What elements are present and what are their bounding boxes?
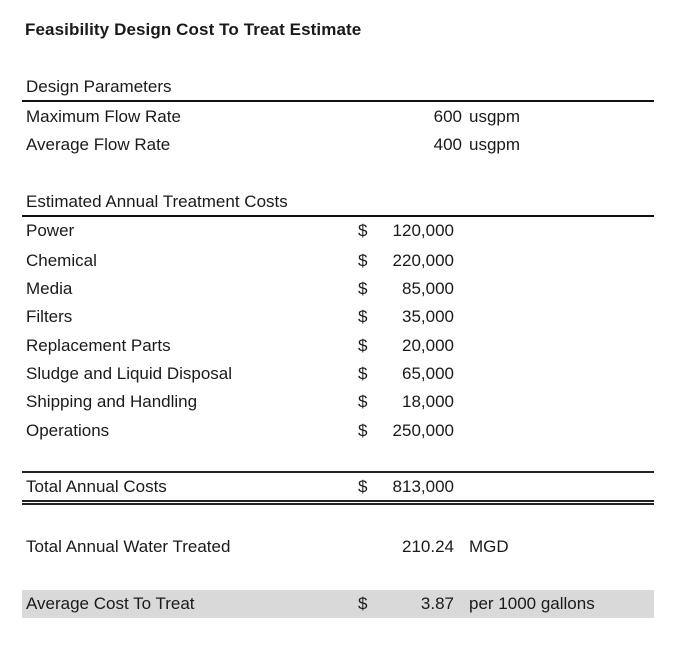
water-treated-unit: MGD	[469, 537, 509, 556]
total-double-border	[22, 500, 654, 502]
average-cost-label: Average Cost To Treat	[26, 594, 195, 613]
max-flow-rate-unit: usgpm	[469, 107, 521, 126]
currency-symbol: $	[358, 279, 368, 298]
cost-row-amount: 65,000	[402, 364, 454, 383]
cost-row-amount: 35,000	[402, 307, 454, 326]
water-treated-label: Total Annual Water Treated	[26, 537, 231, 556]
avg-flow-rate-unit: usgpm	[469, 135, 521, 154]
cost-row-label: Operations	[26, 421, 110, 440]
cost-row-label: Sludge and Liquid Disposal	[26, 364, 233, 383]
currency-symbol: $	[358, 251, 368, 270]
design-parameters-header: Design Parameters	[26, 77, 172, 96]
cost-row-label: Filters	[26, 307, 73, 326]
avg-flow-rate-label: Average Flow Rate	[26, 135, 171, 154]
water-treated-value: 210.24	[402, 537, 454, 556]
max-flow-rate-value: 600	[433, 107, 462, 126]
cost-row-amount: 18,000	[402, 392, 454, 411]
max-flow-rate-label: Maximum Flow Rate	[26, 107, 181, 126]
cost-row-amount: 120,000	[392, 221, 454, 240]
cost-row-amount: 250,000	[392, 421, 454, 440]
average-cost-value: 3.87	[420, 594, 454, 613]
currency-symbol: $	[358, 221, 368, 240]
currency-symbol: $	[358, 307, 368, 326]
total-annual-costs-amount: 813,000	[392, 477, 454, 496]
avg-flow-rate-value: 400	[433, 135, 462, 154]
cost-row-amount: 85,000	[402, 279, 454, 298]
cost-row-amount: 220,000	[392, 251, 454, 270]
average-cost-unit: per 1000 gallons	[469, 594, 595, 613]
currency-symbol: $	[358, 594, 368, 613]
section-divider	[22, 100, 654, 102]
currency-symbol: $	[358, 364, 368, 383]
cost-row-label: Shipping and Handling	[26, 392, 198, 411]
total-top-border	[22, 471, 654, 473]
cost-row-label: Chemical	[26, 251, 97, 270]
total-annual-costs-label: Total Annual Costs	[26, 477, 167, 496]
cost-row-amount: 20,000	[402, 336, 454, 355]
currency-symbol: $	[358, 477, 368, 496]
currency-symbol: $	[358, 421, 368, 440]
cost-row-label: Power	[26, 221, 75, 240]
currency-symbol: $	[358, 336, 368, 355]
cost-row-label: Media	[26, 279, 73, 298]
section-divider	[22, 215, 654, 217]
cost-row-label: Replacement Parts	[26, 336, 171, 355]
total-double-border	[22, 503, 654, 505]
page-title: Feasibility Design Cost To Treat Estimate	[25, 20, 362, 39]
currency-symbol: $	[358, 392, 368, 411]
costs-header: Estimated Annual Treatment Costs	[26, 192, 288, 211]
